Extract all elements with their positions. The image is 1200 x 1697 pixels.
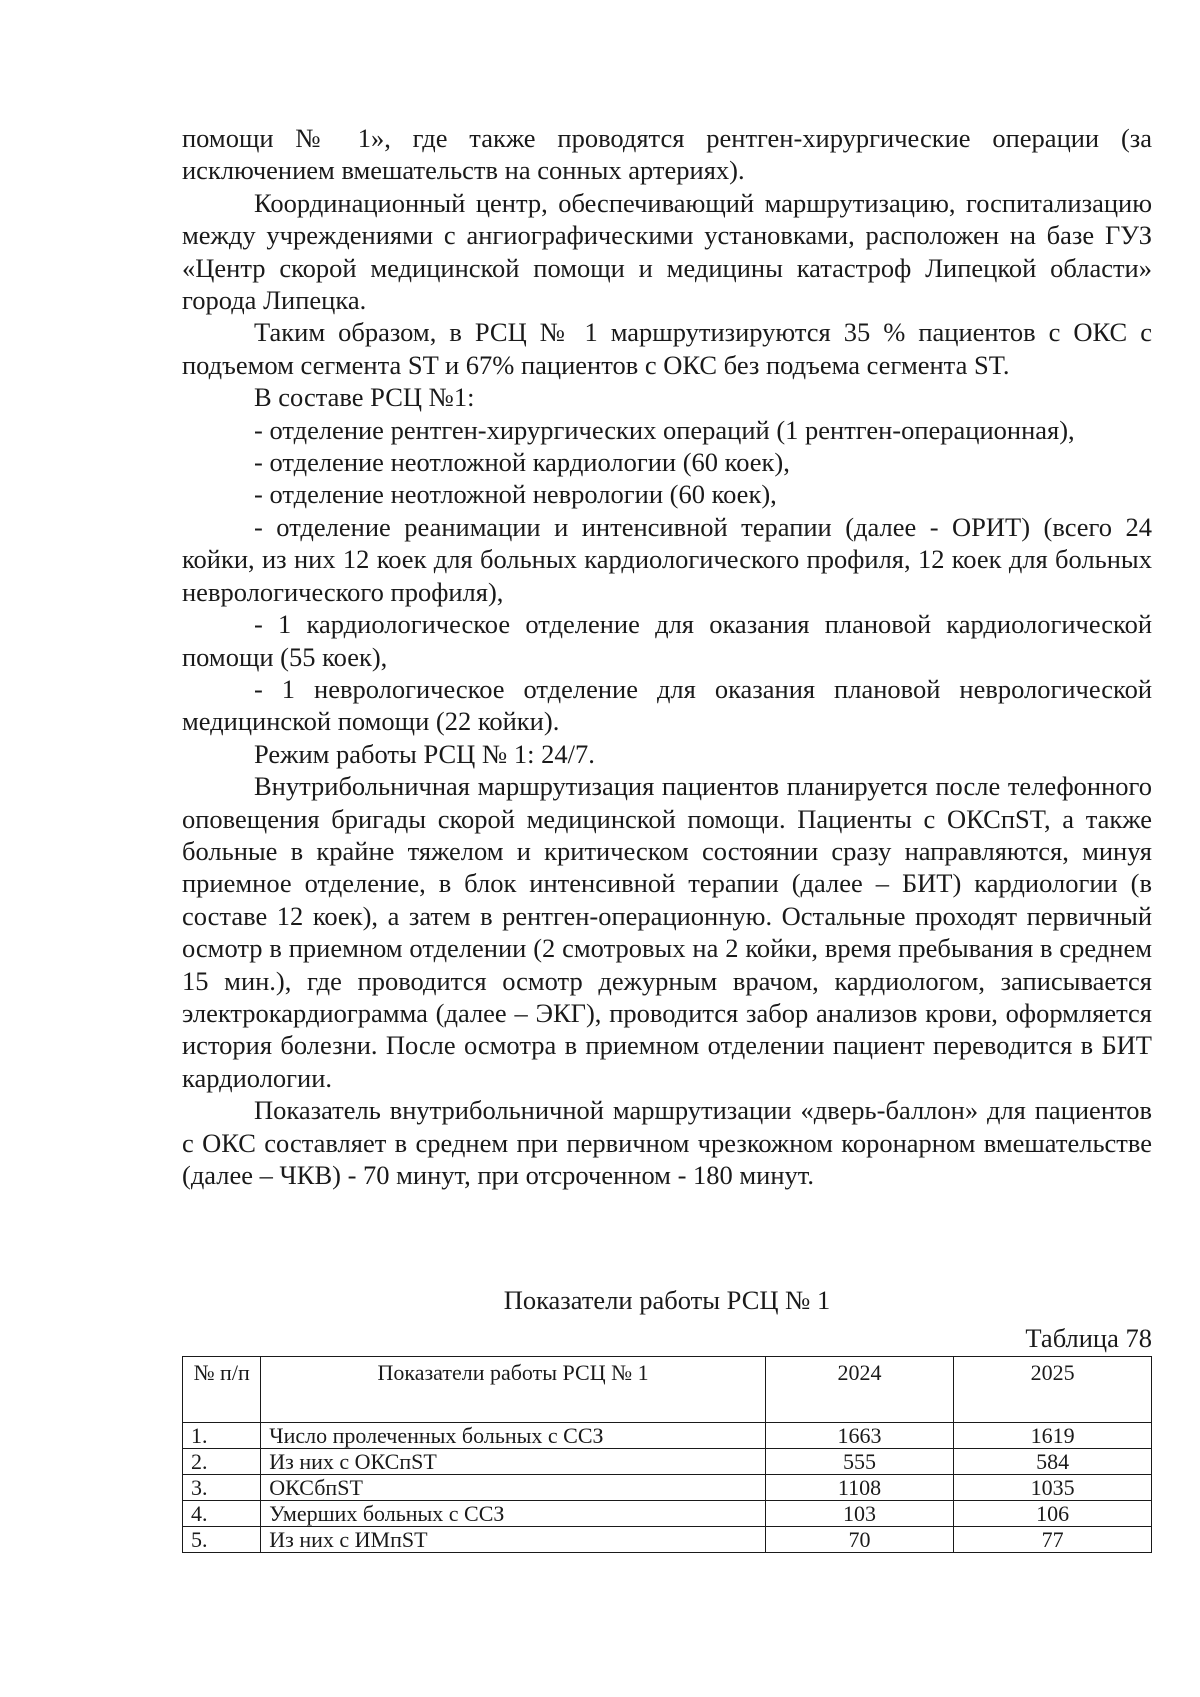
row-num: 2.: [183, 1449, 261, 1475]
row-num: 3.: [183, 1475, 261, 1501]
header-year-2024: 2024: [765, 1357, 953, 1423]
list-item: - отделение неотложной неврологии (60 коек),: [254, 479, 777, 510]
row-num: 5.: [183, 1527, 261, 1553]
list-item: - 1 кардиологическое отделение для оказания плановой кардиологической помощи (55 коек),: [182, 609, 1152, 672]
table-row: [183, 1475, 1152, 1501]
table-row: [183, 1501, 1152, 1527]
row-value-2025: 1035: [954, 1475, 1152, 1501]
row-name: Умерших больных с ССЗ: [261, 1501, 766, 1527]
row-value-2024: 70: [765, 1527, 953, 1553]
paragraph: В составе РСЦ №1:: [254, 382, 475, 413]
list-item: - отделение неотложной кардиологии (60 коек),: [254, 447, 790, 478]
row-value-2025: 106: [954, 1501, 1152, 1527]
header-num: № п/п: [183, 1357, 261, 1423]
paragraph: помощи № 1», где также проводятся рентген-хирургические операции (за исключением вмешательств на сонных артериях).: [182, 123, 1152, 186]
table-row: [183, 1449, 1152, 1475]
row-name: Число пролеченных больных с ССЗ: [261, 1423, 766, 1449]
paragraph: Показатель внутрибольничной маршрутизации «дверь-баллон» для пациентов с ОКС составляет в среднем при первичном чрезкожном коронарном вмешательстве (далее – ЧКВ) - 70 минут, при отсроченном - 180 минут.: [182, 1095, 1152, 1190]
row-value-2025: 77: [954, 1527, 1152, 1553]
paragraph: Координационный центр, обеспечивающий маршрутизацию, госпитализацию между учреждениями с ангиографическими установками, расположен на базе ГУЗ «Центр скорой медицинской помощи и медицины катастроф Липецкой области» города Липецка.: [182, 187, 1152, 316]
body-text: [182, 122, 1152, 1191]
row-value-2024: 103: [765, 1501, 953, 1527]
row-value-2024: 1663: [765, 1423, 953, 1449]
list-item: - 1 неврологическое отделение для оказания плановой неврологической медицинской помощи (22 койки).: [182, 673, 1152, 737]
paragraph: Таким образом, в РСЦ № 1 маршрутизируются 35 % пациентов с ОКС с подъемом сегмента ST и 67% пациентов с ОКС без подъема сегмента ST.: [182, 317, 1152, 380]
row-value-2025: 584: [954, 1449, 1152, 1475]
row-value-2024: 1108: [765, 1475, 953, 1501]
header-name: Показатели работы РСЦ № 1: [261, 1357, 766, 1423]
row-name: ОКСбпST: [261, 1475, 766, 1501]
table-title: Показатели работы РСЦ № 1: [503, 1285, 831, 1315]
row-value-2024: 555: [765, 1449, 953, 1475]
paragraph: Режим работы РСЦ № 1: 24/7.: [254, 738, 595, 769]
table-row: [183, 1527, 1152, 1553]
row-name: Из них с ОКСпST: [261, 1449, 766, 1475]
table-header-row: [183, 1357, 1152, 1423]
stats-table: [182, 1356, 1152, 1553]
row-num: 1.: [183, 1423, 261, 1449]
paragraph: Внутрибольничная маршрутизация пациентов планируется после телефонного оповещения бригады скорой медицинской помощи. Пациенты с ОКСпST, а также больные в крайне тяжелом и критическом состоянии сразу направляются, минуя приемное отделение, в блок интенсивной терапии (далее – БИТ) кардиологии (в составе 12 коек), а затем в рентген-операционную. Остальные проходят первичный осмотр в приемном отделении (2 смотровых на 2 койки, время пребывания в среднем 15 мин.), где проводится осмотр дежурным врачом, кардиологом, записывается электрокардиограмма (далее – ЭКГ), проводится забор анализов крови, оформляется история болезни. После осмотра в приемном отделении пациент переводится в БИТ кардиологии.: [182, 771, 1152, 1093]
list-item: - отделение реанимации и интенсивной терапии (далее - ОРИТ) (всего 24 койки, из них 12 коек для больных кардиологического профиля, 12 коек для больных неврологического профиля),: [182, 511, 1152, 607]
row-value-2025: 1619: [954, 1423, 1152, 1449]
list-item: - отделение рентген-хирургических операций (1 рентген-операционная),: [254, 414, 1075, 445]
row-num: 4.: [183, 1501, 261, 1527]
table-row: [183, 1423, 1152, 1449]
table-number: Таблица 78: [1025, 1323, 1152, 1353]
header-year-2025: 2025: [954, 1357, 1152, 1423]
row-name: Из них с ИМпST: [261, 1527, 766, 1553]
